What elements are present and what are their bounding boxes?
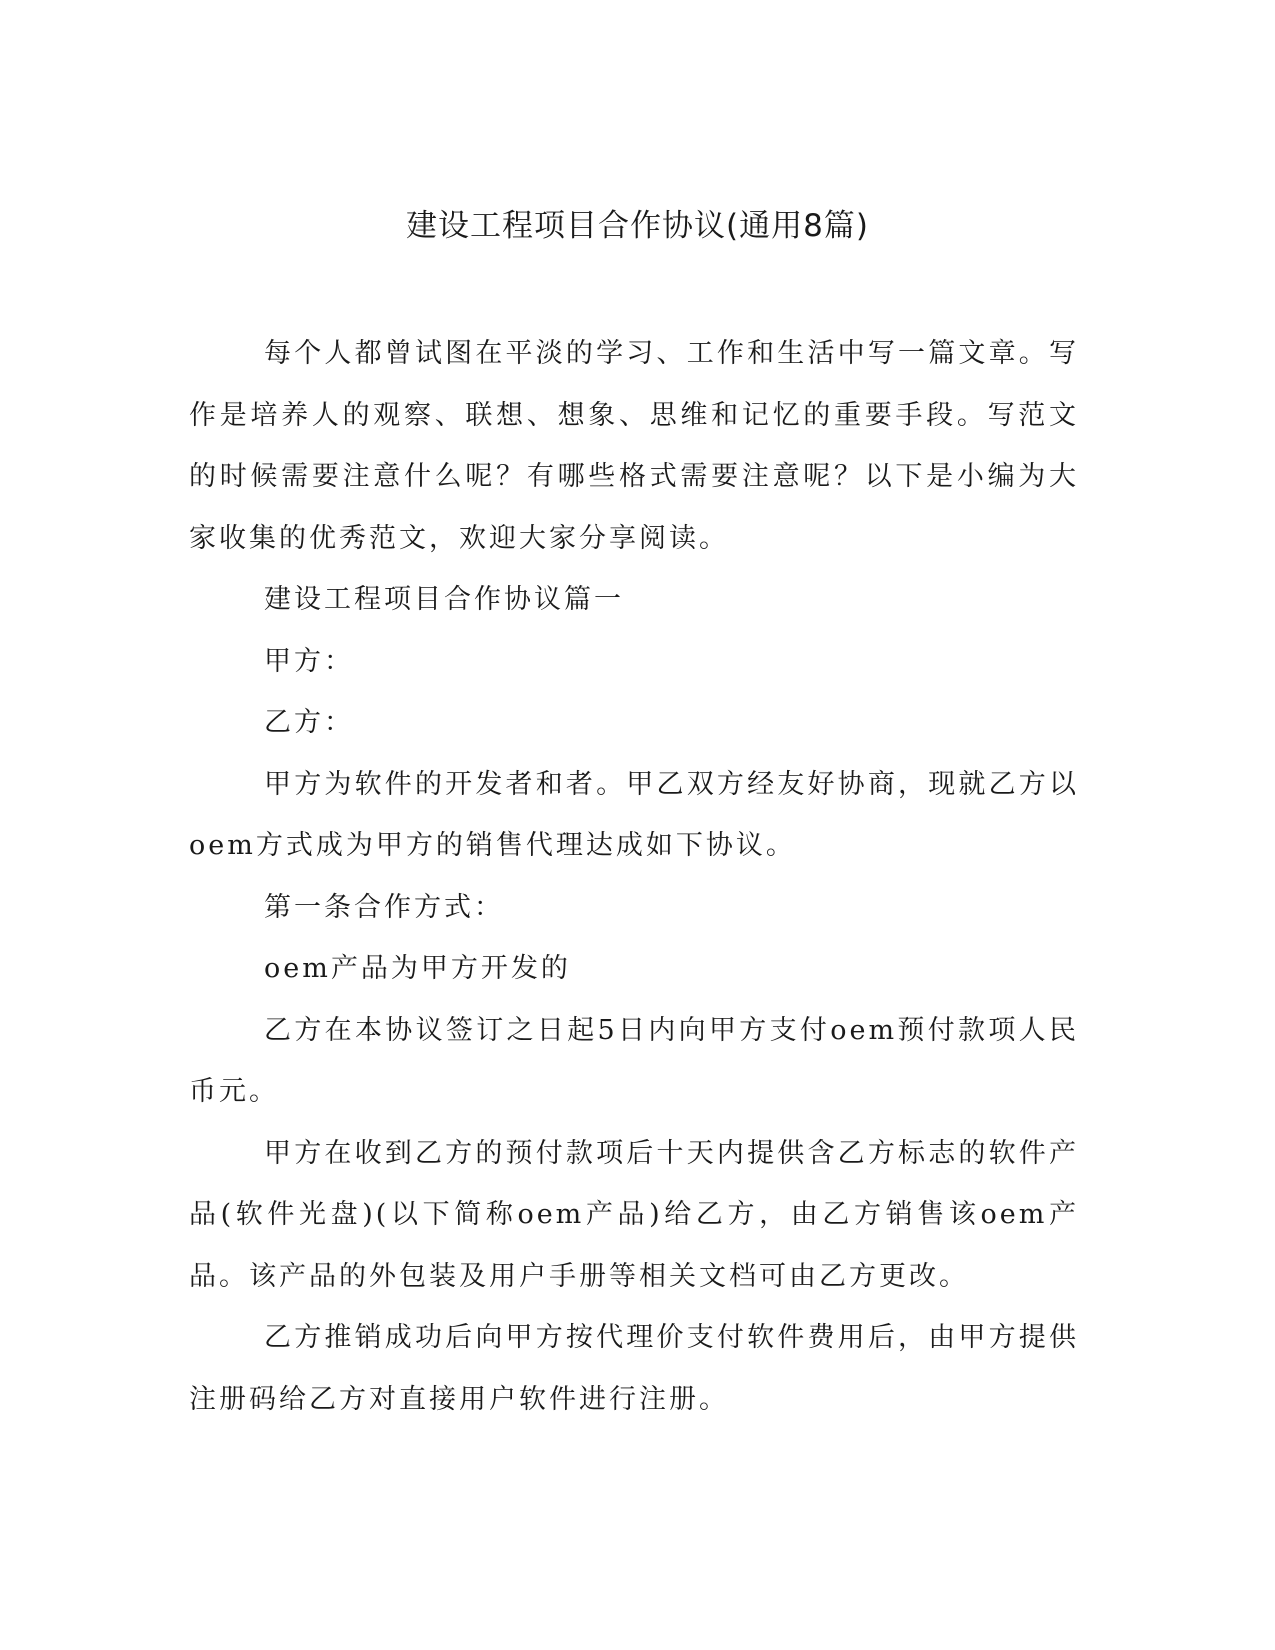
article-heading: 第一条合作方式： (264, 891, 504, 923)
article-paragraph: 甲方在收到乙方的预付款项后十天内提供含乙方标志的软件产品(软件光盘)(以下简称oem产品)给乙方，由乙方销售该oem产品。该产品的外包装及用户手册等相关文档可由乙方更改。 (189, 1137, 1079, 1292)
intro-paragraph: 每个人都曾试图在平淡的学习、工作和生活中写一篇文章。写作是培养人的观察、联想、想象、思维和记忆的重要手段。写范文的时候需要注意什么呢？有哪些格式需要注意呢？以下是小编为大家收集的优秀范文，欢迎大家分享阅读。 (189, 338, 1079, 554)
section-heading: 建设工程项目合作协议篇一 (264, 584, 624, 615)
document-body (189, 323, 1079, 1430)
party-a-line: 甲方： (264, 645, 354, 677)
article-paragraph: 乙方推销成功后向甲方按代理价支付软件费用后，由甲方提供注册码给乙方对直接用户软件进行注册。 (189, 1322, 1079, 1415)
document-title: 建设工程项目合作协议(通用8篇) (406, 208, 869, 244)
party-b-line: 乙方： (264, 707, 354, 738)
agreement-paragraph: 甲方为软件的开发者和者。甲乙双方经友好协商，现就乙方以oem方式成为甲方的销售代理达成如下协议。 (189, 768, 1079, 861)
article-paragraph: 乙方在本协议签订之日起5日内向甲方支付oem预付款项人民币元。 (189, 1014, 1079, 1107)
article-paragraph: oem产品为甲方开发的 (264, 953, 571, 984)
